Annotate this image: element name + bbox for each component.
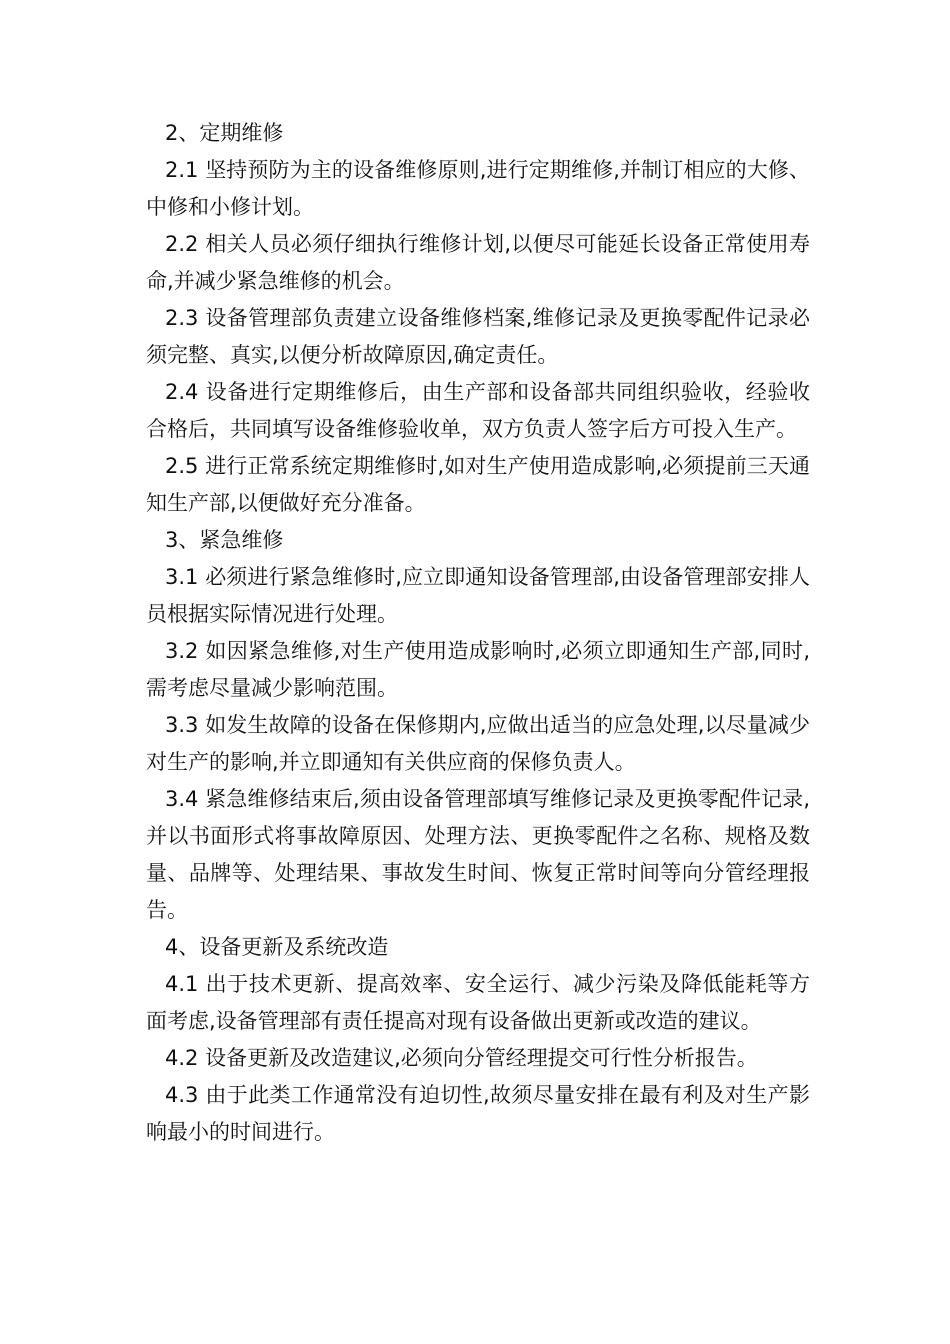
paragraph-3-1: 3.1 必须进行紧急维修时,应立即通知设备管理部,由设备管理部安排人员根据实际情况进行处理。 <box>146 565 810 626</box>
paragraph-3-3: 3.3 如发生故障的设备在保修期内,应做出适当的应急处理,以尽量减少对生产的影响,并立即通知有关供应商的保修负责人。 <box>146 713 810 774</box>
paragraph-4-3: 4.3 由于此类工作通常没有迫切性,故须尽量安排在最有利及对生产影响最小的时间进行。 <box>146 1083 810 1144</box>
paragraph-2-3: 2.3 设备管理部负责建立设备维修档案,维修记录及更换零配件记录必须完整、真实,以便分析故障原因,确定责任。 <box>146 306 810 367</box>
paragraph-2-2: 2.2 相关人员必须仔细执行维修计划,以便尽可能延长设备正常使用寿命,并减少紧急维修的机会。 <box>146 232 810 293</box>
paragraph-2-4: 2.4 设备进行定期维修后，由生产部和设备部共同组织验收，经验收合格后，共同填写设备维修验收单，双方负责人签字后方可投入生产。 <box>146 380 810 441</box>
paragraph-4-1: 4.1 出于技术更新、提高效率、安全运行、减少污染及降低能耗等方面考虑,设备管理部有责任提高对现有设备做出更新或改造的建议。 <box>146 972 810 1033</box>
section-heading-4: 4、设备更新及系统改造 <box>165 935 389 959</box>
document-page <box>146 115 810 1151</box>
paragraph-3-4: 3.4 紧急维修结束后,须由设备管理部填写维修记录及更换零配件记录,并以书面形式将事故障原因、处理方法、更换零配件之名称、规格及数量、品牌等、处理结果、事故发生时间、恢复正常时间等向分管经理报告。 <box>146 787 810 922</box>
paragraph-2-1: 2.1 坚持预防为主的设备维修原则,进行定期维修,并制订相应的大修、中修和小修计划。 <box>146 158 810 219</box>
paragraph-2-5: 2.5 进行正常系统定期维修时,如对生产使用造成影响,必须提前三天通知生产部,以便做好充分准备。 <box>146 454 810 515</box>
paragraph-4-2: 4.2 设备更新及改造建议,必须向分管经理提交可行性分析报告。 <box>165 1046 758 1070</box>
section-heading-3: 3、紧急维修 <box>165 528 284 552</box>
paragraph-3-2: 3.2 如因紧急维修,对生产使用造成影响时,必须立即通知生产部,同时,需考虑尽量减少影响范围。 <box>146 639 810 700</box>
section-heading-2: 2、定期维修 <box>165 121 284 145</box>
